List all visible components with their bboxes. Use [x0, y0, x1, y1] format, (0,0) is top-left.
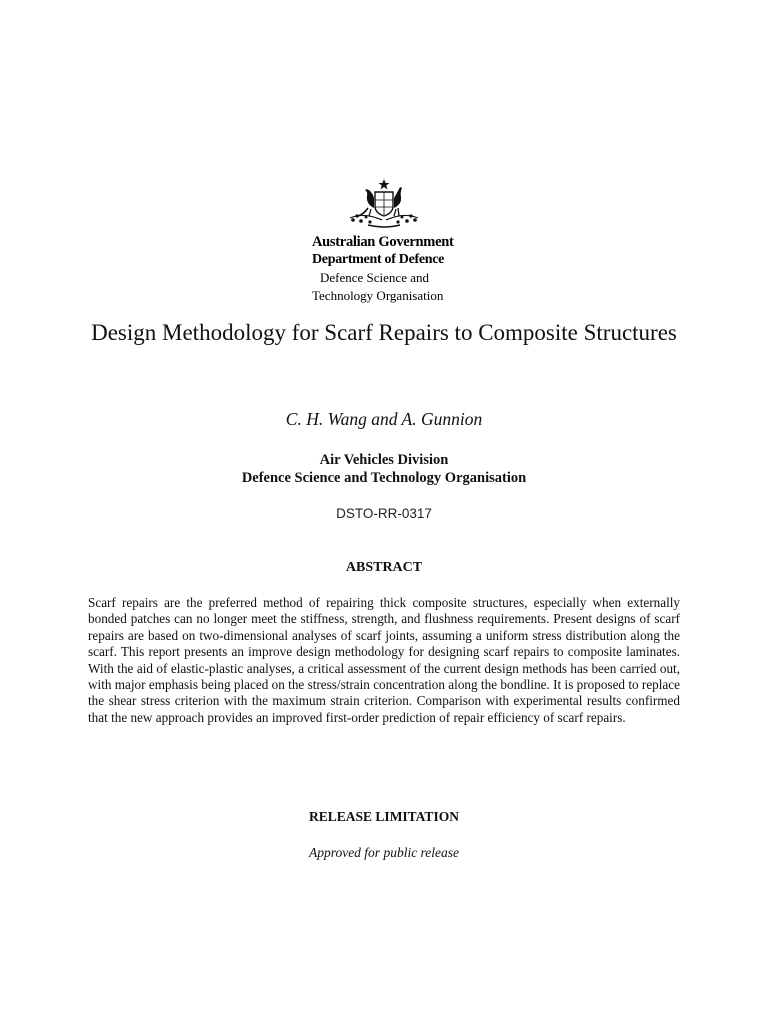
report-number: DSTO-RR-0317 — [336, 506, 432, 521]
abstract-heading: ABSTRACT — [345, 560, 423, 575]
abstract-body: Scarf repairs are the preferred method of repairing thick composite structures, especially when externally bonded patches can no longer meet the stiffness, strength, and flushness requirements. Present designs of scarf repairs are based on two-dimensional analyses of scarf joints, assuming a uniform stress distribution along the scarf. This report presents an improve design methodology for designing scarf repairs to composite laminates. With the aid of elastic-plastic analyses, a critical assessment of the current design methods has been carried out, with major emphasis being placed on the stress/strain concentration along the bondline. It is proposed to replace the shear stress criterion with the maximum strain criterion. Comparison with experimental results confirmed that the new approach provides an improved first-order prediction of repair efficiency of scarf repairs. — [88, 595, 680, 725]
government-name: Australian Government — [312, 234, 454, 250]
dsto-name-line2: Technology Organisation — [312, 288, 444, 303]
coat-of-arms-icon — [344, 178, 424, 230]
document-title: Design Methodology for Scarf Repairs to Composite Structures — [91, 320, 677, 345]
author-affiliation — [0, 451, 768, 487]
organisation-name: Defence Science and Technology Organisation — [241, 470, 527, 486]
document-authors: C. H. Wang and A. Gunnion — [285, 409, 483, 429]
release-limitation-heading: RELEASE LIMITATION — [309, 809, 459, 824]
release-limitation-text: Approved for public release — [308, 845, 460, 860]
division-name: Air Vehicles Division — [319, 452, 449, 468]
department-name: Department of Defence — [312, 252, 445, 267]
organisation-logo-text — [312, 233, 512, 305]
dsto-name-line1: Defence Science and — [320, 270, 429, 285]
